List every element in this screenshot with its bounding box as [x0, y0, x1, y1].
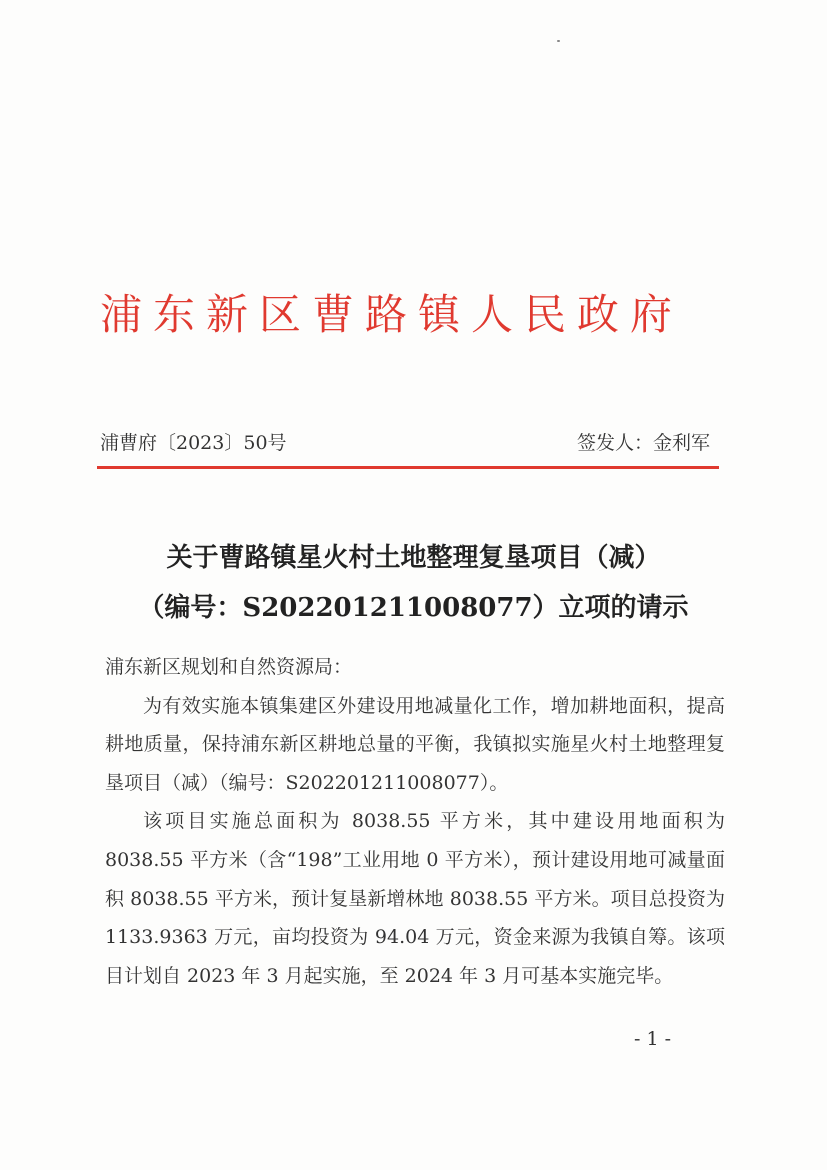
document-body: [105, 648, 725, 995]
body-paragraph-1: 为有效实施本镇集建区外建设用地减量化工作，增加耕地面积，提高耕地质量，保持浦东新区耕地总量的平衡，我镇拟实施星火村土地整理复垦项目（减）（编号：S202201211008077）。: [105, 694, 725, 794]
document-meta-row: [100, 428, 710, 458]
page-number: - 1 -: [634, 1028, 672, 1050]
government-name-header: 浦东新区曹路镇人民政府: [100, 290, 684, 339]
document-title: [80, 533, 747, 633]
addressee: 浦东新区规划和自然资源局：: [105, 656, 353, 678]
document-title-line-2: （编号：S202201211008077）立项的请示: [138, 593, 689, 623]
document-number: 浦曹府〔2023〕50号: [100, 432, 287, 454]
scan-speck: [557, 40, 560, 42]
signer: 签发人：金利军: [576, 432, 710, 454]
red-divider-line: [97, 466, 719, 469]
body-paragraph-2: 该项目实施总面积为 8038.55 平方米，其中建设用地面积为 8038.55 平方米（含“198”工业用地 0 平方米），预计建设用地可减量面积 8038.55 平方米，预计复垦新增林地 8038.55 平方米。项目总投资为 1133.9363 万元，亩均投资为 94.04 万元，资金来源为我镇自筹。该项目计划自 2023 年 3 月起实施，至 2024 年 3 月可基本实施完毕。: [105, 810, 725, 987]
document-title-line-1: 关于曹路镇星火村土地整理复垦项目（减）: [166, 543, 661, 573]
